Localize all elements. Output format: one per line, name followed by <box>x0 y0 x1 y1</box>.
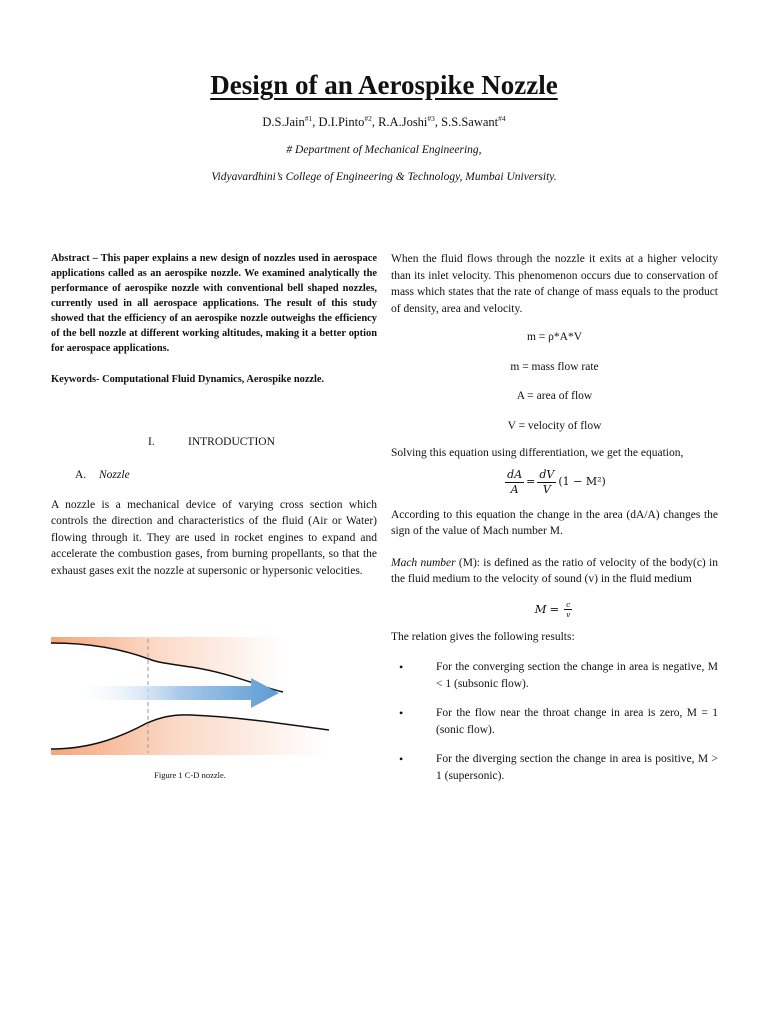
section-heading-introduction <box>51 434 377 451</box>
list-item: • For the diverging section the change in area is positive, M > 1 (supersonic). <box>391 751 718 784</box>
definition-v: V = velocity of flow <box>507 419 602 432</box>
definition-m: m = mass flow rate <box>510 360 599 373</box>
figure-caption: Figure 1 C-D nozzle. <box>154 770 226 780</box>
cd-nozzle-figure <box>51 637 329 755</box>
section-number: I. <box>148 435 155 448</box>
subsection-heading-nozzle <box>75 467 377 484</box>
section-title: INTRODUCTION <box>188 435 275 448</box>
list-item: • For the converging section the change in area is negative, M < 1 (subsonic flow). <box>391 659 718 692</box>
paragraph-sign-change: According to this equation the change in the area (dA/A) changes the sign of the value of Mach number M. <box>391 508 718 537</box>
definition-a: A = area of flow <box>516 390 593 402</box>
author-name: D.I.Pinto <box>318 115 365 130</box>
left-column <box>51 251 377 579</box>
author-mark: #1 <box>304 114 313 123</box>
right-column <box>391 251 718 784</box>
paragraph-mach-definition: Mach number (M): is defined as the ratio of velocity of the body(c) in the fluid medium to the velocity of sound (v) in the fluid medium <box>391 556 718 585</box>
fraction-dv-v: $\frac{dV}{V}$ <box>539 467 555 496</box>
equation-mach-number: M = $\frac{c}{v}$ <box>534 599 571 619</box>
author-mark: #2 <box>364 114 372 123</box>
paragraph-results-intro: The relation gives the following results: <box>391 630 575 643</box>
subsection-title: Nozzle <box>99 469 130 481</box>
paragraph-differentiation: Solving this equation using differentiation, we get the equation, <box>391 447 684 459</box>
subsection-letter: A. <box>75 469 87 481</box>
paragraph-conservation: When the fluid flows through the nozzle it exits at a higher velocity than its inlet velocity. This phenomenon occurs due to conservation of mass which states that the rate of change of mass equals to the product of density, area and velocity. <box>391 253 718 315</box>
keywords: Keywords- Computational Fluid Dynamics, Aerospike nozzle. <box>51 374 325 385</box>
paper-title: Design of an Aerospike Nozzle <box>210 70 558 100</box>
author-list: D.S.Jain$^{\#1}$, D.I.Pinto$^{\#2}$, R.A.Joshi$^{\#3}$, S.S.Sawant$^{\#4}$ <box>262 114 506 130</box>
list-item: • For the flow near the throat change in area is zero, M = 1 (sonic flow). <box>391 705 718 738</box>
fraction-da-a: $\frac{dA}{A}$ <box>507 467 523 496</box>
affiliation-college: Vidyavardhini’s College of Engineering & Technology, Mumbai University. <box>211 171 557 183</box>
abstract: Abstract – This paper explains a new design of nozzles used in aerospace applications called as an aerospike nozzle. We examined analytically the performance of aerospike nozzle with conventional bell shaped nozzles, currently used in all aerospace applications. The result of this study showed that the efficiency of an aerospike nozzle outweighs the efficiency of the bell nozzle at different working altitudes, making it a better option for aerospace applications. <box>51 253 377 354</box>
nozzle-lower-wall <box>51 715 329 755</box>
author-mark: #3 <box>427 114 435 123</box>
nozzle-paragraph: A nozzle is a mechanical device of varying cross section which controls the direction and characteristics of the fluid (Air or Water) flowing through it. They are used in rocket engines to expand and accelerate the combustion gases, from burning propellants, so that the exhaust gases exit the nozzle at supersonic or hypersonic velocities. <box>51 498 377 577</box>
fraction-c-v: $\frac{c}{v}$ <box>566 599 571 619</box>
affiliation-department: # Department of Mechanical Engineering, <box>286 144 482 156</box>
mach-term: Mach number <box>391 556 456 569</box>
author-mark: #4 <box>498 114 506 123</box>
results-list <box>391 659 718 784</box>
author-name: D.S.Jain <box>262 115 305 130</box>
author-name: S.S.Sawant <box>441 115 499 130</box>
equation-mass-flow: m = ρ*A*V <box>526 331 583 343</box>
flow-arrow <box>81 678 279 708</box>
equation-area-velocity: $\frac{dA}{A}$ = $\frac{dV}{V}$ (1 − M²) <box>507 467 606 496</box>
author-name: R.A.Joshi <box>378 115 428 130</box>
